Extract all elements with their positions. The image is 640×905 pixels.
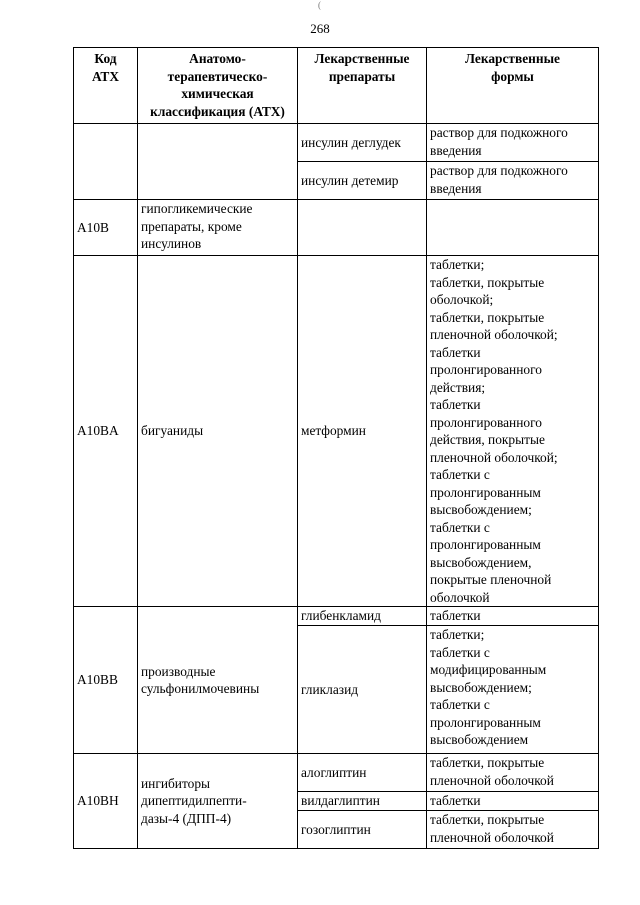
atx-class-cell: производные сульфонилмочевины bbox=[138, 607, 298, 754]
atx-code-cell: A10BB bbox=[74, 607, 138, 754]
drug-cell: вилдаглиптин bbox=[298, 792, 427, 811]
table-row bbox=[74, 607, 599, 626]
forms-cell: таблетки; таблетки, покрытые оболочкой; таблетки, покрытые пленочной оболочкой; таблетки пролонгированного действия; таблетки пролонгированного действия, покрытые пленочной оболочкой; таблетки с пролонгированным высвобождением; таблетки с пролонгированным высвобождением, покрытые пленочной оболочкой bbox=[427, 256, 599, 607]
table-header-row bbox=[74, 48, 599, 124]
atx-code-cell: A10B bbox=[74, 200, 138, 256]
drug-cell bbox=[298, 200, 427, 256]
atx-code-cell: A10BA bbox=[74, 256, 138, 607]
header-forms: Лекарственные формы bbox=[427, 48, 599, 124]
forms-cell: таблетки; таблетки с модифицированным высвобождением; таблетки с пролонгированным высвобождением bbox=[427, 626, 599, 754]
drug-cell: гликлазид bbox=[298, 626, 427, 754]
atx-code-cell: A10BH bbox=[74, 754, 138, 849]
drug-cell: метформин bbox=[298, 256, 427, 607]
atx-class-cell: бигуаниды bbox=[138, 256, 298, 607]
forms-cell: раствор для подкожного введения bbox=[427, 124, 599, 162]
drug-cell: инсулин деглудек bbox=[298, 124, 427, 162]
table-row bbox=[74, 754, 599, 792]
page-number: 268 bbox=[310, 21, 330, 36]
atx-class-cell: гипогликемические препараты, кроме инсулинов bbox=[138, 200, 298, 256]
forms-cell bbox=[427, 200, 599, 256]
drug-cell: гозоглиптин bbox=[298, 811, 427, 849]
header-code: Код АТХ bbox=[74, 48, 138, 124]
atx-code-cell bbox=[74, 124, 138, 200]
atx-class-cell bbox=[138, 124, 298, 200]
header-classification: Анатомо- терапевтическо- химическая классификация (АТХ) bbox=[138, 48, 298, 124]
drug-cell: глибенкламид bbox=[298, 607, 427, 626]
atx-class-cell: ингибиторы дипептидилпепти- дазы-4 (ДПП-4) bbox=[138, 754, 298, 849]
table-row bbox=[74, 200, 599, 256]
table-row bbox=[74, 256, 599, 607]
drug-cell: инсулин детемир bbox=[298, 162, 427, 200]
table-row bbox=[74, 124, 599, 162]
forms-cell: таблетки bbox=[427, 607, 599, 626]
atx-classification-table bbox=[73, 47, 599, 849]
forms-cell: раствор для подкожного введения bbox=[427, 162, 599, 200]
forms-cell: таблетки bbox=[427, 792, 599, 811]
drug-cell: алоглиптин bbox=[298, 754, 427, 792]
forms-cell: таблетки, покрытые пленочной оболочкой bbox=[427, 754, 599, 792]
corner-mark: ( bbox=[318, 0, 321, 10]
header-drugs: Лекарственные препараты bbox=[298, 48, 427, 124]
forms-cell: таблетки, покрытые пленочной оболочкой bbox=[427, 811, 599, 849]
